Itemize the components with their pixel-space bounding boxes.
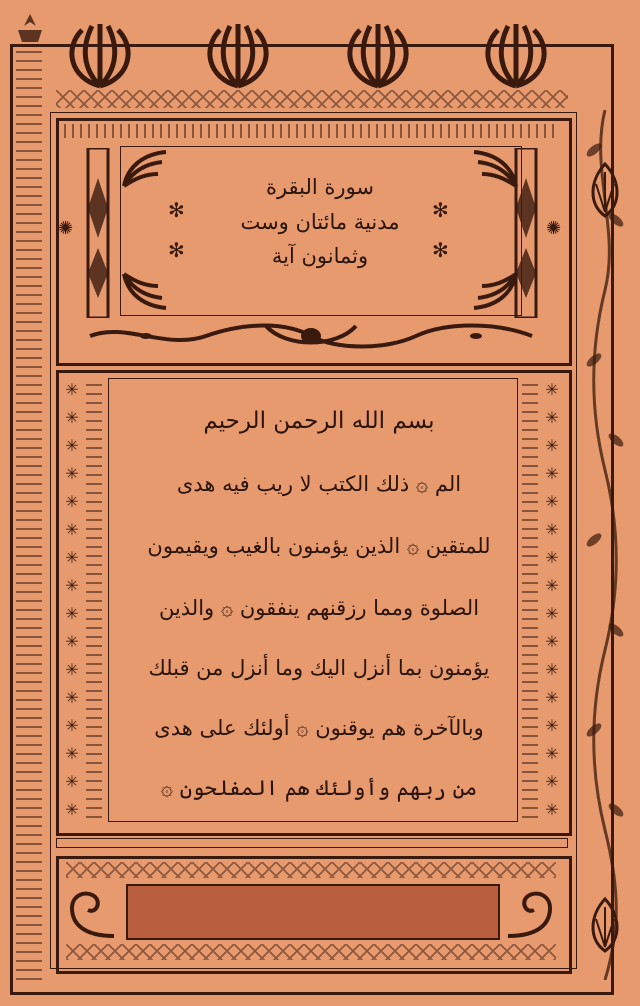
star-icon: ✳ (545, 632, 559, 651)
right-star-column (542, 382, 562, 818)
rosette-icon: ✺ (58, 218, 74, 239)
bottom-panel-fill (126, 884, 500, 940)
star-icon: ✳ (65, 716, 79, 735)
star-icon: ✳ (65, 408, 79, 427)
palmette-icon (198, 18, 278, 90)
verse-line: الم ۞ ذلك الكتب لا ريب فيه هدى (176, 472, 462, 496)
star-icon: ✳ (65, 744, 79, 763)
scroll-end-icon (502, 884, 558, 940)
verse-line: الصلوة ومما رزقنهم ينفقون ۞ والذين (158, 596, 480, 620)
vine-icon (580, 110, 630, 980)
surah-title: سورة البقرة (265, 175, 375, 199)
star-icon: ✳ (65, 800, 79, 819)
star-icon: ✳ (65, 492, 79, 511)
verse-line-basmala: بسم الله الرحمن الرحيم (203, 408, 435, 434)
star-icon: ✳ (65, 548, 79, 567)
star-icon: ✳ (545, 604, 559, 623)
star-icon: ✳ (545, 660, 559, 679)
bottom-lattice-strip (66, 862, 556, 878)
star-icon: ✳ (65, 436, 79, 455)
top-lattice-strip (56, 90, 568, 108)
rosette-icon: ✻ (432, 198, 449, 222)
star-icon: ✳ (545, 716, 559, 735)
left-inner-band (86, 382, 102, 818)
star-icon: ✳ (545, 380, 559, 399)
bottom-rule (56, 838, 568, 848)
rosette-icon: ✻ (168, 238, 185, 262)
star-icon: ✳ (545, 464, 559, 483)
star-icon: ✳ (65, 604, 79, 623)
star-icon: ✳ (545, 520, 559, 539)
fan-corner-icon (122, 272, 168, 312)
star-icon: ✳ (65, 772, 79, 791)
star-icon: ✳ (65, 660, 79, 679)
fan-corner-icon (122, 148, 168, 188)
left-star-column (62, 382, 82, 818)
star-icon: ✳ (65, 632, 79, 651)
corner-finial-icon (10, 12, 50, 48)
palmette-icon (476, 18, 556, 90)
left-column-band (16, 50, 42, 980)
verse-line: للمتقين ۞ الذين يؤمنون بالغيب ويقيمون (147, 534, 491, 558)
rosette-icon: ✻ (168, 198, 185, 222)
star-icon: ✳ (65, 380, 79, 399)
rosette-icon: ✻ (432, 238, 449, 262)
palmette-icon (60, 18, 140, 90)
star-icon: ✳ (65, 464, 79, 483)
star-icon: ✳ (65, 576, 79, 595)
surah-meta-line-1: مدنية مائتان وست (240, 209, 400, 234)
scroll-ornament-icon (86, 318, 536, 354)
star-icon: ✳ (545, 772, 559, 791)
bottom-lattice-strip (66, 944, 556, 960)
star-icon: ✳ (65, 688, 79, 707)
star-icon: ✳ (545, 492, 559, 511)
lotus-icon (584, 160, 626, 220)
star-icon: ✳ (65, 520, 79, 539)
star-icon: ✳ (545, 688, 559, 707)
star-icon: ✳ (545, 408, 559, 427)
header-top-band (64, 124, 560, 138)
verse-line: وبالآخرة هم يوقنون ۞ أولئك على هدى (154, 716, 484, 740)
rosette-icon: ✺ (546, 218, 562, 239)
palmette-icon (338, 18, 418, 90)
verse-line: من ربهم وأولئك هم المفلحون ۞ (160, 776, 478, 800)
pillar-icon (80, 148, 116, 318)
surah-header (170, 170, 470, 274)
surah-meta-line-2: وثمانون آية (271, 244, 369, 269)
verse-line: يؤمنون بما أنزل اليك وما أنزل من قبلك (148, 656, 490, 680)
fan-corner-icon (472, 272, 518, 312)
star-icon: ✳ (545, 744, 559, 763)
scroll-end-icon (64, 884, 120, 940)
star-icon: ✳ (545, 576, 559, 595)
lotus-icon (584, 895, 626, 955)
fan-corner-icon (472, 148, 518, 188)
star-icon: ✳ (545, 800, 559, 819)
star-icon: ✳ (545, 436, 559, 455)
star-icon: ✳ (545, 548, 559, 567)
